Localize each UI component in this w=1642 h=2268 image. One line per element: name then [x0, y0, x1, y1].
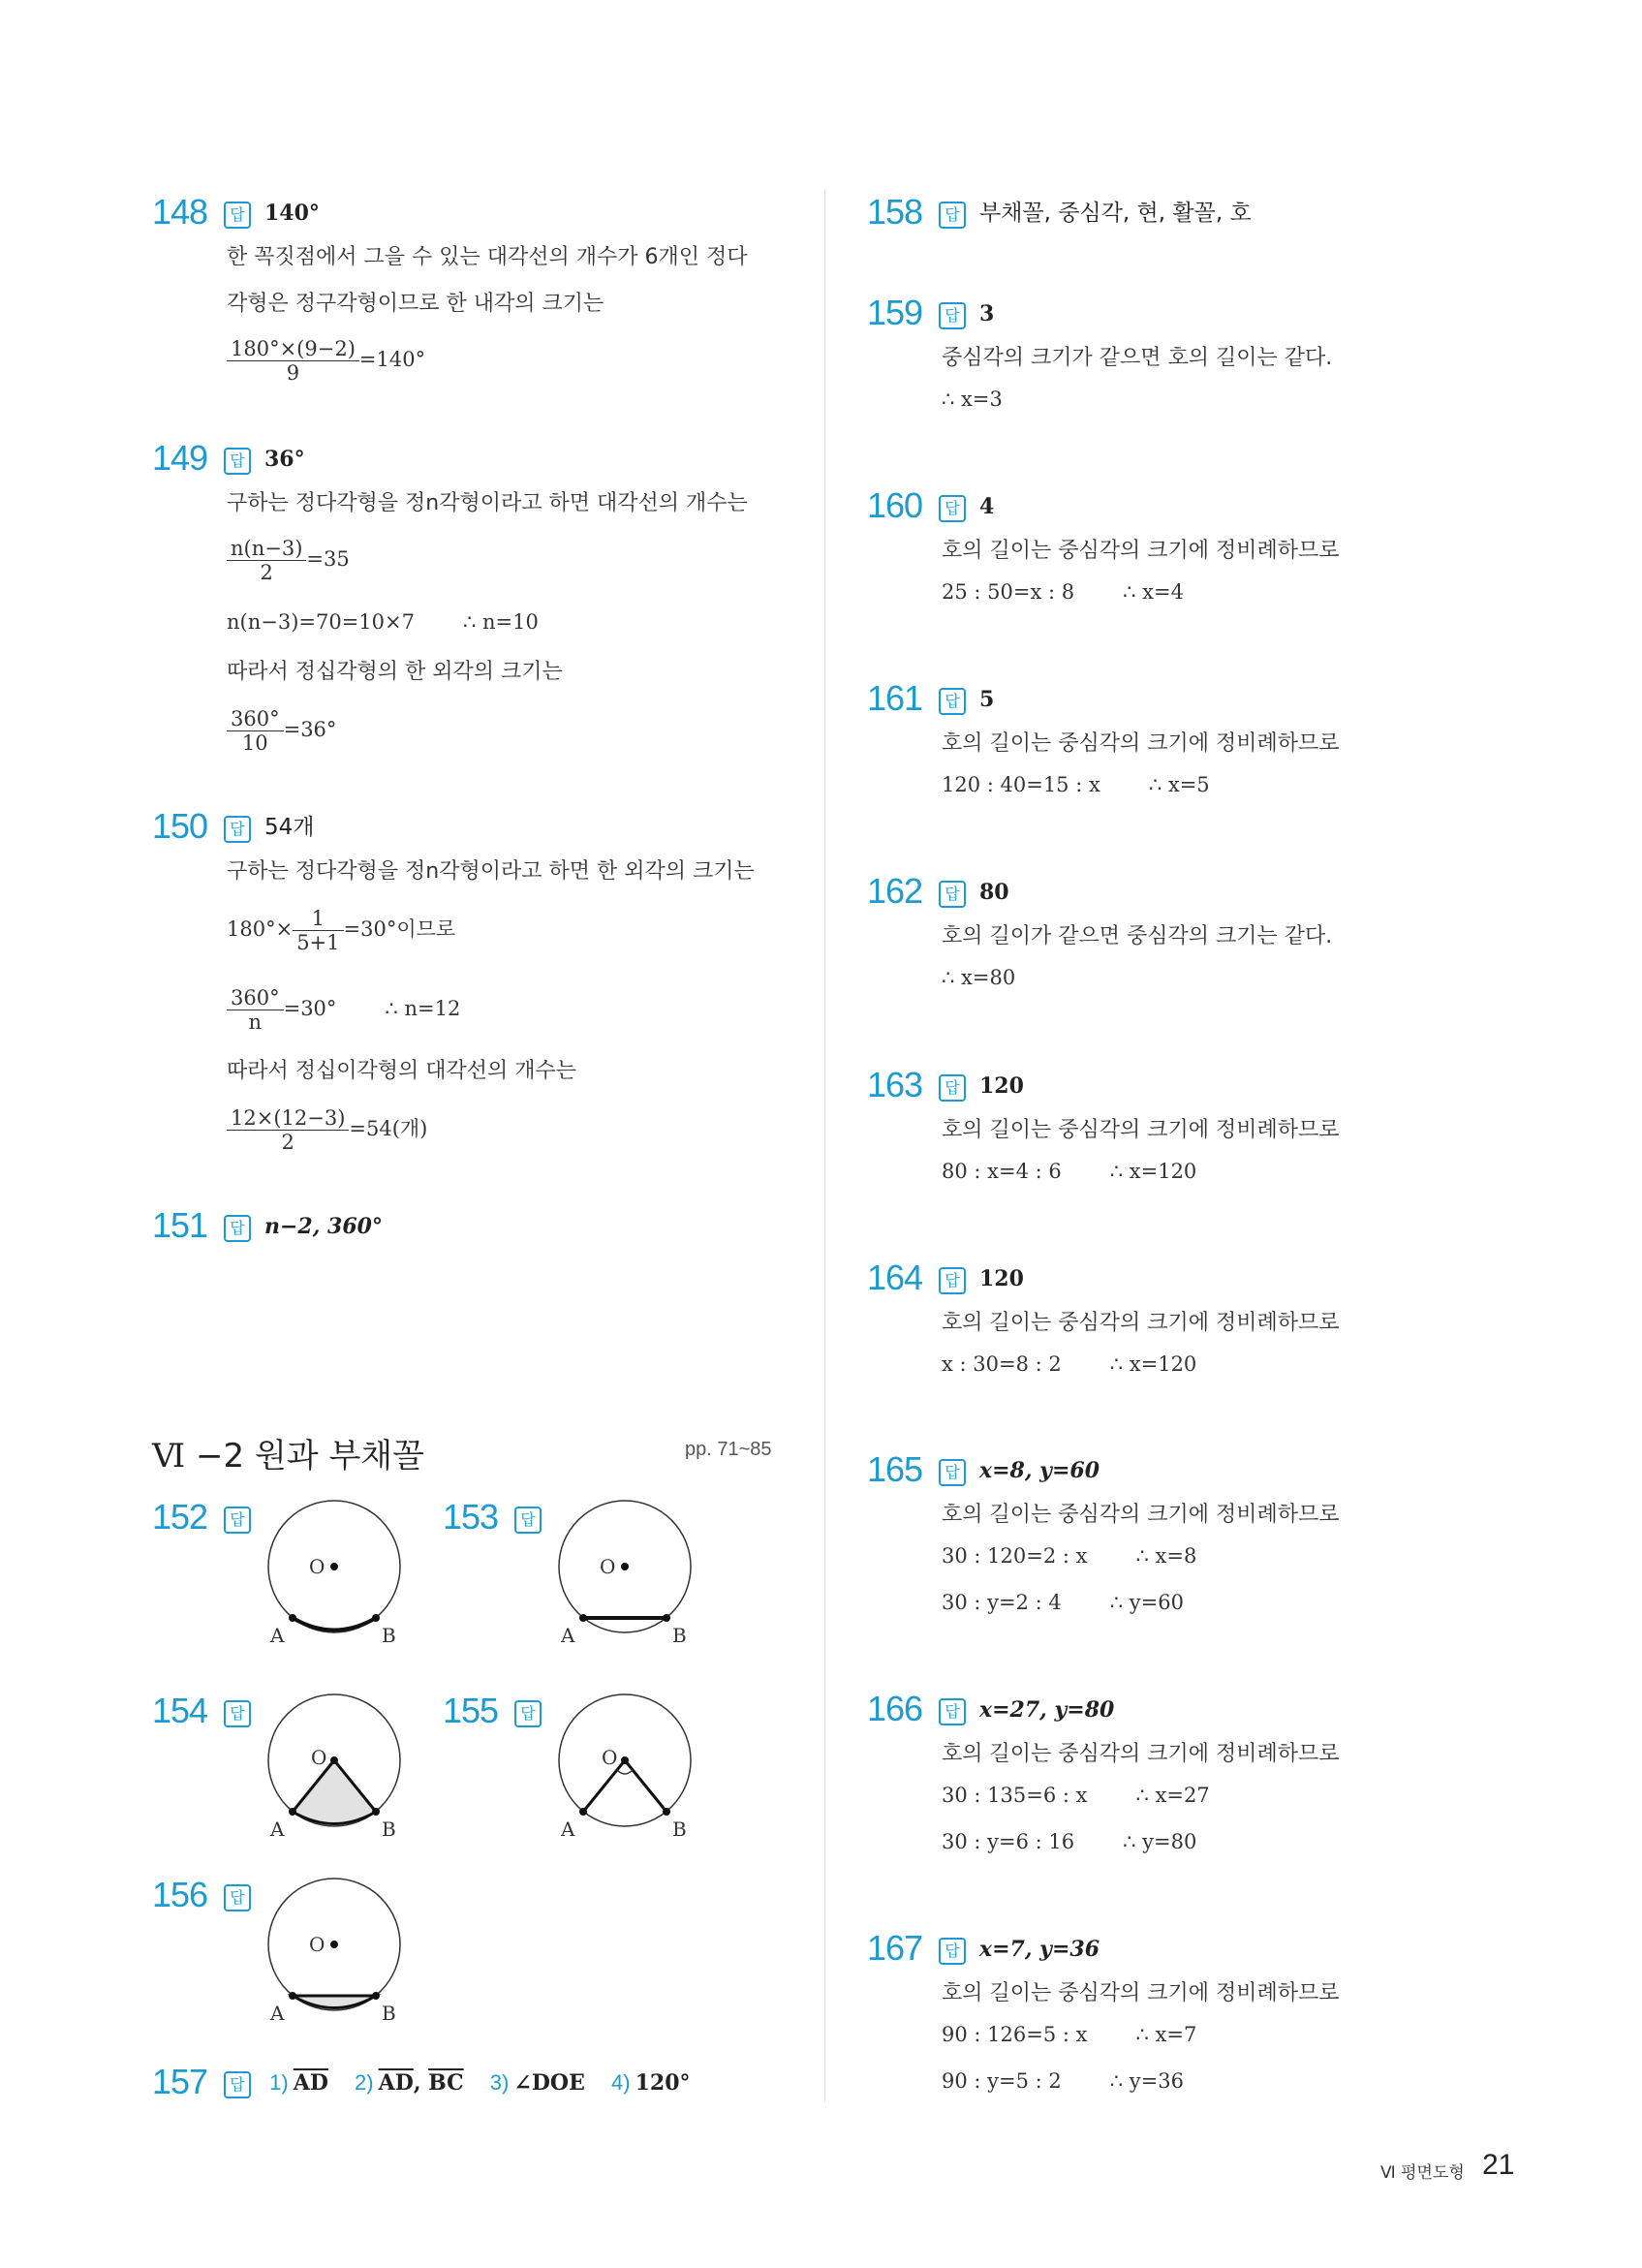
solution-line: 구하는 정다각형을 정n각형이라고 하면 한 외각의 크기는 — [227, 859, 755, 884]
solution-line: 한 꼭짓점에서 그을 수 있는 대각선의 개수가 6개인 정다 — [227, 245, 748, 269]
problem-number: 156 — [152, 1875, 208, 1914]
answer: 부채꼴, 중심각, 현, 활꼴, 호 — [979, 201, 1252, 226]
equation: $\frac{12\times(12-3)}{2}$ =54(개) — [227, 1106, 427, 1154]
section-title: Ⅵ −2 원과 부채꼴 — [152, 1437, 424, 1476]
problem-166 — [867, 1689, 1340, 1853]
problem-158 — [867, 192, 1252, 233]
problem-number: 148 — [152, 192, 208, 232]
answer: 120 — [979, 1073, 1024, 1099]
figure-154 — [152, 1691, 396, 1841]
answer-badge: 답 — [939, 1698, 966, 1725]
problem-number: 164 — [867, 1258, 923, 1297]
equation: 30 : y=2 : 4 ∴ y=60 — [942, 1591, 1184, 1614]
svg-text:O: O — [600, 1555, 616, 1578]
problem-number: 159 — [867, 293, 923, 332]
answer-badge: 답 — [939, 1459, 966, 1486]
svg-text:A: A — [270, 1818, 285, 1841]
solution-line: 호의 길이는 중심각의 크기에 정비례하므로 — [942, 731, 1340, 756]
solution-line: 따라서 정십이각형의 대각선의 개수는 — [227, 1059, 577, 1083]
answer-badge: 답 — [939, 881, 966, 908]
answer: 120 — [979, 1266, 1024, 1291]
problem-number: 157 — [152, 2062, 208, 2101]
problem-number: 167 — [867, 1928, 923, 1968]
answer-badge: 답 — [224, 816, 251, 843]
answer: x=27, y=80 — [979, 1697, 1115, 1723]
equation: 30 : y=6 : 16 ∴ y=80 — [942, 1830, 1197, 1853]
solution-line: 각형은 정구각형이므로 한 내각의 크기는 — [227, 292, 604, 316]
problem-number: 149 — [152, 438, 208, 478]
answer-badge: 답 — [514, 1507, 542, 1534]
answer-badge: 답 — [224, 1507, 251, 1534]
svg-text:B: B — [382, 1624, 396, 1647]
problem-number: 166 — [867, 1689, 923, 1728]
answer-badge: 답 — [939, 1938, 966, 1965]
equation: 90 : y=5 : 2 ∴ y=36 — [942, 2069, 1184, 2093]
solution-line: 호의 길이는 중심각의 크기에 정비례하므로 — [942, 1118, 1340, 1142]
problem-number: 163 — [867, 1065, 923, 1104]
answer: 3 — [979, 301, 995, 326]
svg-text:B: B — [672, 1624, 687, 1647]
solution-line: 호의 길이는 중심각의 크기에 정비례하므로 — [942, 1503, 1340, 1527]
problem-163 — [867, 1065, 1340, 1183]
svg-text:O: O — [309, 1555, 325, 1578]
equation: n(n−3)=70=10×7 ∴ n=10 — [227, 610, 539, 634]
problem-number: 153 — [443, 1497, 499, 1537]
answer: 36° — [264, 447, 305, 472]
answer: x=8, y=60 — [979, 1458, 1100, 1483]
problem-164 — [867, 1258, 1340, 1376]
equation: $\frac{180^\circ\times(9-2)}{9}$ =140° — [227, 337, 425, 385]
answer-badge: 답 — [224, 1884, 251, 1911]
answer: 54개 — [264, 815, 315, 840]
fraction: $\frac{180^\circ\times(9-2)}{9}$ — [227, 337, 359, 385]
circle-arc-diagram — [249, 1497, 414, 1652]
equation: x : 30=8 : 2 ∴ x=120 — [942, 1352, 1197, 1376]
answer-badge: 답 — [939, 1074, 966, 1102]
problem-162 — [867, 871, 1333, 989]
equation: 180°× $\frac{1}{5+1}$ =30°이므로 — [227, 907, 456, 954]
problem-151 — [152, 1205, 383, 1246]
problem-149 — [152, 438, 748, 755]
segment-diagram — [249, 1875, 414, 2030]
problem-165 — [867, 1449, 1340, 1614]
problem-number: 158 — [867, 192, 923, 232]
problem-157: 157 답 1) $\overline{AD}$ 2) $\overline{AD}$, $\overline{BC}$ 3) ∠DOE 4) 120° — [152, 2062, 691, 2101]
answer-badge: 답 — [939, 302, 966, 329]
figure-156 — [152, 1875, 396, 2025]
answer-badge: 답 — [224, 2071, 251, 2098]
equation: $\frac{n(n-3)}{2}$ =35 — [227, 537, 350, 584]
answer-badge: 답 — [939, 202, 966, 229]
solution-line: 호의 길이는 중심각의 크기에 정비례하므로 — [942, 1311, 1340, 1335]
answer-badge: 답 — [939, 688, 966, 715]
answer: 140° — [264, 201, 320, 226]
answer-badge: 답 — [224, 202, 251, 229]
problem-160 — [867, 485, 1340, 604]
equation: 90 : 126=5 : x ∴ x=7 — [942, 2023, 1197, 2046]
column-divider — [824, 189, 825, 2102]
equation: 30 : 135=6 : x ∴ x=27 — [942, 1784, 1210, 1807]
answer-badge: 답 — [224, 1700, 251, 1727]
answer-badge: 답 — [224, 448, 251, 475]
answer-badge: 답 — [224, 1215, 251, 1242]
central-angle-diagram — [540, 1691, 704, 1846]
problem-number: 150 — [152, 806, 208, 846]
svg-text:A: A — [561, 1818, 575, 1841]
answer: n−2, 360° — [264, 1214, 383, 1239]
svg-text:O: O — [602, 1746, 618, 1769]
answer: x=7, y=36 — [979, 1937, 1100, 1962]
equation: ∴ x=80 — [942, 966, 1016, 989]
equation: 120 : 40=15 : x ∴ x=5 — [942, 773, 1210, 796]
problem-150 — [152, 806, 755, 1154]
problem-number: 165 — [867, 1449, 923, 1489]
solution-line: 호의 길이는 중심각의 크기에 정비례하므로 — [942, 539, 1340, 563]
problem-number: 155 — [443, 1691, 499, 1730]
problem-number: 152 — [152, 1497, 208, 1537]
figure-155 — [443, 1691, 687, 1841]
page-number: 21 — [1482, 2149, 1515, 2181]
problem-161 — [867, 678, 1340, 796]
equation: ∴ x=3 — [942, 388, 1003, 411]
solution-line: 호의 길이가 같으면 중심각의 크기는 같다. — [942, 924, 1333, 948]
solution-line: 구하는 정다각형을 정n각형이라고 하면 대각선의 개수는 — [227, 491, 748, 515]
figure-152 — [152, 1497, 396, 1647]
solution-line: 따라서 정십각형의 한 외각의 크기는 — [227, 660, 563, 684]
answer-badge: 답 — [514, 1700, 542, 1727]
problem-159 — [867, 293, 1333, 411]
solution-line: 중심각의 크기가 같으면 호의 길이는 같다. — [942, 346, 1333, 370]
problem-number: 160 — [867, 485, 923, 525]
svg-text:B: B — [382, 2002, 396, 2025]
answer-badge: 답 — [939, 1267, 966, 1294]
equation: $\frac{360^\circ}{n}$ =30° ∴ n=12 — [227, 986, 460, 1034]
problem-number: 162 — [867, 871, 923, 911]
sector-diagram — [249, 1691, 414, 1846]
equation: 30 : 120=2 : x ∴ x=8 — [942, 1544, 1197, 1568]
problem-number: 154 — [152, 1691, 208, 1730]
answer: 5 — [979, 687, 995, 712]
solution-line: 호의 길이는 중심각의 크기에 정비례하므로 — [942, 1742, 1340, 1766]
svg-text:A: A — [561, 1624, 575, 1647]
equation: $\frac{360^\circ}{10}$ =36° — [227, 707, 336, 755]
answer-badge: 답 — [939, 495, 966, 522]
circle-chord-diagram — [540, 1497, 704, 1652]
svg-text:A: A — [270, 2002, 285, 2025]
svg-text:A: A — [270, 1624, 285, 1647]
problem-number: 161 — [867, 678, 923, 718]
solution-line: 호의 길이는 중심각의 크기에 정비례하므로 — [942, 1981, 1340, 2005]
figure-153 — [443, 1497, 687, 1647]
problem-167 — [867, 1928, 1340, 2093]
svg-text:O: O — [309, 1933, 325, 1956]
svg-text:O: O — [311, 1746, 327, 1769]
section-pages: pp. 71~85 — [685, 1439, 772, 1460]
chapter-label: Ⅵ 평면도형 — [1380, 2163, 1465, 2183]
problem-148 — [152, 192, 748, 385]
problem-number: 151 — [152, 1205, 208, 1245]
equation: 25 : 50=x : 8 ∴ x=4 — [942, 580, 1184, 604]
svg-text:B: B — [672, 1818, 687, 1841]
answer: 4 — [979, 494, 995, 519]
answer: 80 — [979, 880, 1009, 905]
equation: 80 : x=4 : 6 ∴ x=120 — [942, 1160, 1197, 1183]
svg-text:B: B — [382, 1818, 396, 1841]
